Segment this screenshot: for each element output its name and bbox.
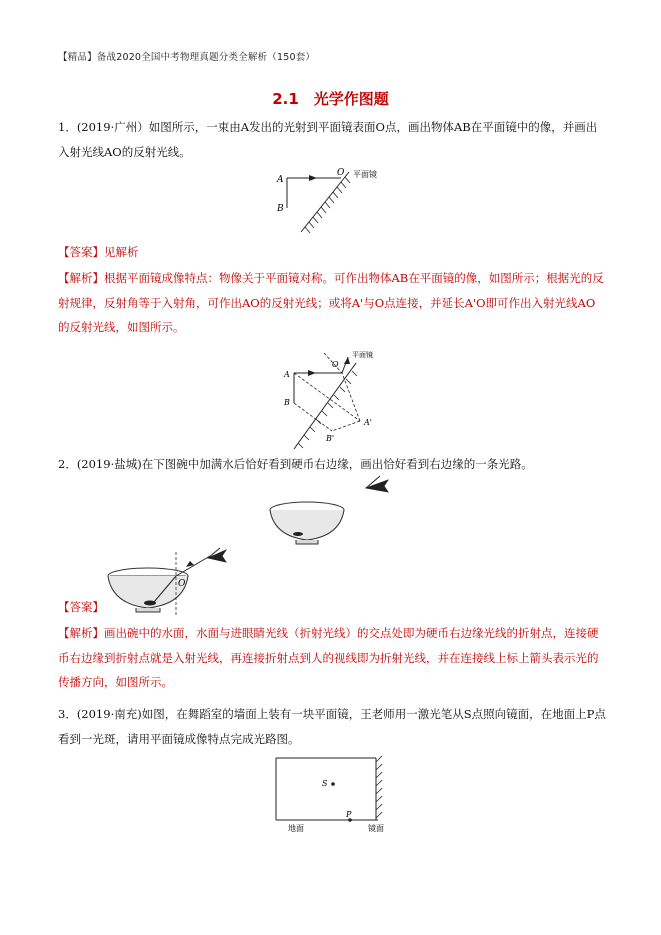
- ray-arrow-icon: [309, 175, 317, 181]
- label-ground: 地面: [288, 824, 304, 833]
- label-b: B: [284, 398, 290, 407]
- label-p: P: [346, 810, 352, 819]
- page-header: 【精品】备战2020全国中考物理真题分类全解析（150套）: [58, 52, 316, 63]
- question-2-figure: [262, 474, 402, 552]
- label-mirror: 平面镜: [352, 351, 373, 359]
- coin: [293, 532, 303, 536]
- eye-icon: [208, 548, 226, 562]
- reflected-arrow-icon: [344, 357, 350, 364]
- section-title: 2.1 光学作图题: [272, 90, 389, 108]
- label-a-prime: A': [364, 418, 372, 427]
- label-o: O: [337, 168, 345, 178]
- question-1-text: 1．(2019·广州）如图所示，一束由A发出的光射到平面镜表面O点，画出物体AB在平面镜中的像，并画出入射光线AO的反射光线。: [58, 120, 598, 159]
- label-a: A: [284, 370, 290, 379]
- question-2-analysis: 【解析】画出碗中的水面，水面与进眼睛光线（折射光线）的交点处即为硬币右边缘光线的折射点，连接硬币右边缘到折射点就是入射光线，再连接折射点到人的视线即为折射光线，并在连接线上标上箭头表示光的传播方向，如图所示。: [58, 626, 599, 689]
- extension-line: [342, 373, 360, 421]
- refracted-ray: [176, 556, 210, 576]
- point-s: [331, 782, 335, 786]
- label-o: O: [178, 579, 186, 589]
- bowl: [270, 510, 344, 540]
- eye-icon: [366, 476, 388, 492]
- question-2-text: 2．(2019·盐城)在下图碗中加满水后恰好看到硬币右边缘，画出恰好看到右边缘的一条光路。: [58, 457, 533, 471]
- label-o: O: [332, 360, 339, 369]
- plane-mirror: [294, 363, 356, 449]
- symmetry-line-b: [294, 403, 332, 431]
- question-2-answer-figure: [104, 546, 244, 618]
- image-ab: [332, 421, 360, 431]
- ray-arrow-icon: [308, 370, 316, 376]
- question-1-answer: 【答案】见解析: [58, 245, 139, 259]
- label-mirror: 平面镜: [353, 170, 377, 179]
- question-1-figure: [265, 166, 400, 238]
- question-3-text: 3．(2019·南充)如图，在舞蹈室的墙面上装有一块平面镜，王老师用一激光笔从S点照向镜面，在地面上P点看到一光斑，请用平面镜成像特点完成光路图。: [58, 707, 606, 746]
- symmetry-line-a: [294, 373, 360, 421]
- label-a: A: [277, 175, 284, 185]
- label-b: B: [277, 204, 284, 214]
- question-1-answer-figure: [280, 345, 400, 455]
- question-2-answer: 【答案】: [58, 600, 104, 614]
- label-s: S: [322, 779, 328, 788]
- question-3-figure: [266, 752, 406, 836]
- label-b-prime: B': [326, 434, 335, 443]
- question-1-analysis: 【解析】根据平面镜成像特点：物像关于平面镜对称。可作出物体AB在平面镜的像，如图所示；根据光的反射规律，反射角等于入射角，可作出AO的反射光线；或将A'与O点连接，并延长A'O即可作出入射光线AO的反射光线，如图所示。: [58, 271, 604, 334]
- label-mirror: 镜面: [368, 824, 384, 833]
